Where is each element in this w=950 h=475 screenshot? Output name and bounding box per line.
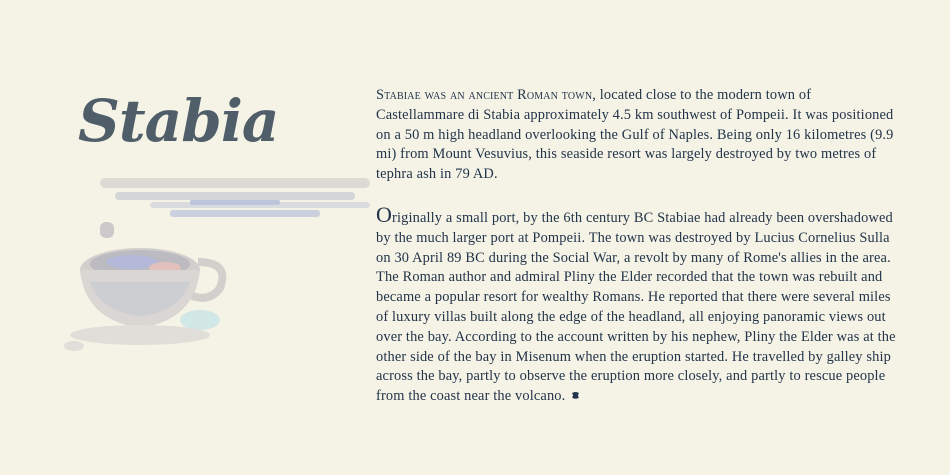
paragraph-1	[376, 86, 896, 185]
paragraph-text: located close to the modern town of Castellammare di Stabia approximately 4.5 km southwest of Pompeii. It was positioned on a 50 m high headland overlooking the Gulf of Naples. Being only 16 kilometres (9.9 mi) from Mount Vesuvius, this seaside resort was largely destroyed by two metres of tephra ash in 79 AD.	[376, 87, 894, 183]
paragraph-lead: Stabiae was an ancient Roman town,	[376, 87, 596, 103]
faded-cup-illustration	[60, 170, 393, 370]
ornament-icon	[571, 387, 580, 407]
paragraph-2	[376, 201, 896, 407]
paragraph-text: riginally a small port, by the 6th century BC Stabiae had already been overshadowed by the much larger port at Pompeii. The town was destroyed by Lucius Cornelius Sulla on 30 April 89 BC during the Social War, a revolt by many of Rome's allies in the area. The Roman author and admiral Pliny the Elder recorded that the town was rebuilt and became a popular resort for wealthy Romans. He reported that there were several miles of luxury villas built along the edge of the headland, all enjoying panoramic views out over the bay. According to the account written by his nephew, Pliny the Elder was at the other side of the bay in Misenum when the eruption started. He travelled by galley ship across the bay, partly to observe the eruption more closely, and partly to rescue people from the coast near the volcano.	[376, 209, 896, 405]
paragraph-initial: O	[376, 201, 393, 227]
article-body	[376, 86, 896, 407]
page-title: Stabia	[78, 87, 279, 155]
